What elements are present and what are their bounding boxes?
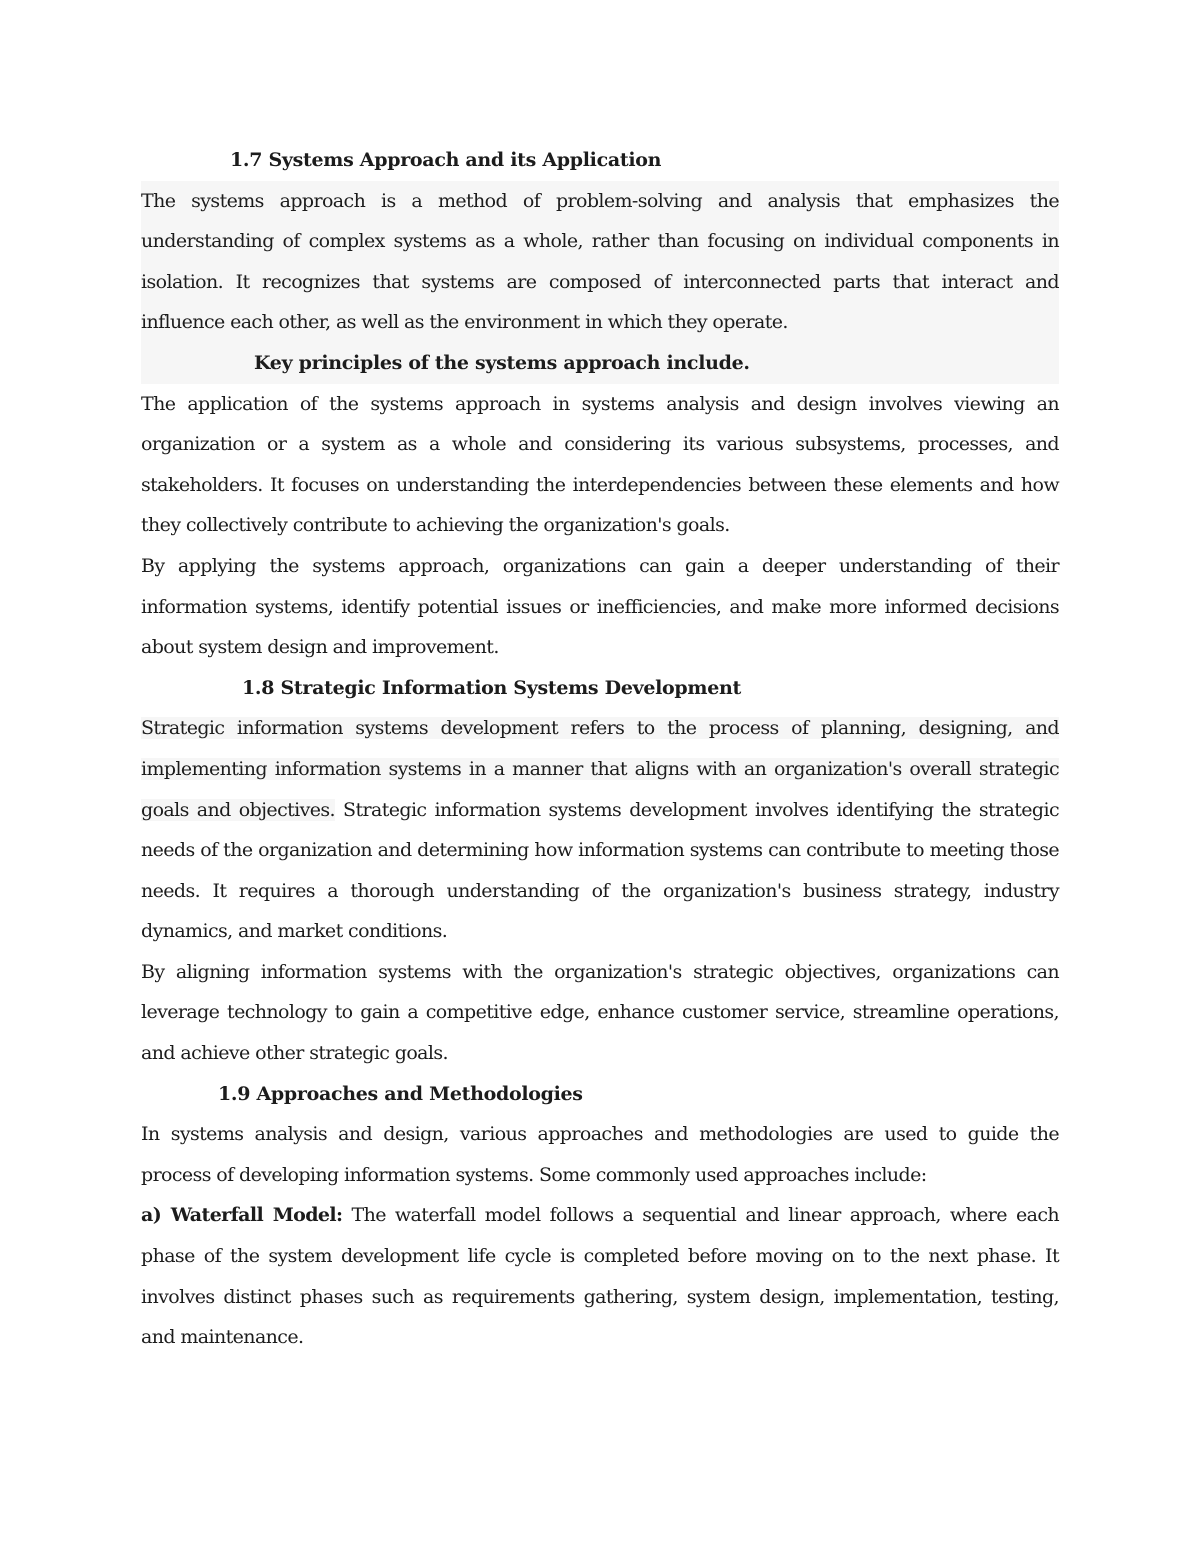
- paragraph-strategic-alignment: By aligning information systems with the organization's strategic objectives, organizations can leverage technology to gain a competitive edge, enhance customer service, streamline operations, and achieve other strategic goals.: [141, 960, 1059, 1065]
- list-item-waterfall-model: [141, 1195, 1059, 1357]
- section-heading-1-9: 1.9 Approaches and Methodologies: [218, 1082, 583, 1105]
- paragraph-approaches-intro: In systems analysis and design, various approaches and methodologies are used to guide the process of developing information systems. Some commonly used approaches include:: [141, 1123, 1059, 1186]
- shaded-text-span: Strategic information systems development refers to the process of planning, designing, and implementing information systems in a manner that aligns with an organization's overall strategic goals and objectives.: [141, 717, 1059, 821]
- paragraph-systems-approach-intro: The systems approach is a method of problem-solving and analysis that emphasizes the understanding of complex systems as a whole, rather than focusing on individual components in isolation. It recognizes that systems are composed of interconnected parts that interact and influence each other, as well as the environment in which they operate.: [141, 181, 1059, 343]
- paragraph-text-span: Strategic information systems development involves identifying the strategic needs of the organization and determining how information systems can contribute to meeting those needs. It requires a thorough understanding of the organization's business strategy, industry dynamics, and market conditions.: [141, 798, 1059, 943]
- section-heading-1-8: 1.8 Strategic Information Systems Development: [242, 676, 741, 699]
- paragraph-systems-approach-benefits: By applying the systems approach, organizations can gain a deeper understanding of their information systems, identify potential issues or inefficiencies, and make more informed decisions about system design and improvement.: [141, 554, 1059, 659]
- waterfall-model-description: The waterfall model follows a sequential and linear approach, where each phase of the system development life cycle is completed before moving on to the next phase. It involves distinct phases such as requirements gathering, system design, implementation, testing, and maintenance.: [141, 1204, 1060, 1349]
- section-heading-1-7: 1.7 Systems Approach and its Application: [230, 149, 662, 171]
- term-waterfall-model: a) Waterfall Model:: [141, 1204, 343, 1227]
- paragraph-strategic-is-development: [141, 708, 1059, 952]
- document-page: [141, 140, 1059, 1358]
- paragraph-systems-approach-application: The application of the systems approach in systems analysis and design involves viewing an organization or a system as a whole and considering its various subsystems, processes, and stakeholders. It focuses on understanding the interdependencies between these elements and how they collectively contribute to achieving the organization's goals.: [141, 392, 1059, 537]
- subheading-key-principles: Key principles of the systems approach include.: [141, 343, 1059, 384]
